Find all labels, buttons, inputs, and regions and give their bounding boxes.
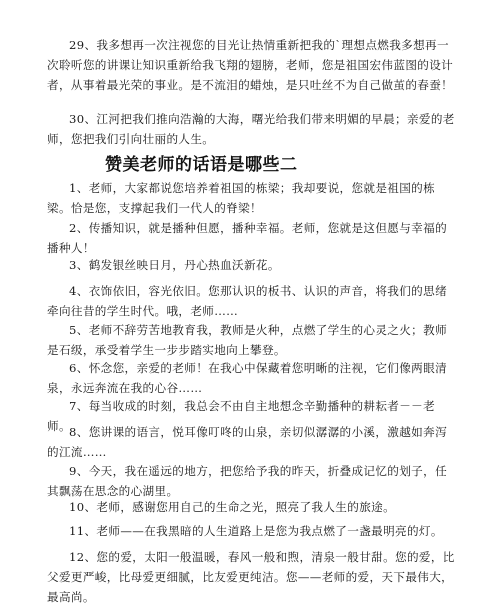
paragraph-1: 1、老师，大家都说您培养着祖国的栋梁；我却要说，您就是祖国的栋梁。恰是您，支撑起我们一代人的脊梁！ bbox=[47, 181, 436, 215]
paragraph-3: 3、鹤发银丝映日月，丹心热血沃新花。 bbox=[69, 258, 280, 272]
paragraph-6: 6、怀念您，亲爱的老师！在我心中保藏着您明晰的注视，它们像两眼清泉，永远奔流在我的心谷…… bbox=[47, 361, 448, 395]
paragraph-4: 4、衣饰依旧，容光依旧。您那认识的板书、认识的声音，将我们的思绪牵向往昔的学生时代。哦，老师…… bbox=[47, 284, 448, 318]
paragraph-11: 11、老师——在我黑暗的人生道路上是您为我点燃了一盏最明亮的灯。 bbox=[69, 524, 443, 538]
section-heading: 赞美老师的话语是哪些二 bbox=[105, 155, 298, 175]
paragraph-9: 9、今天，我在遥远的地方，把您给予我的昨天，折叠成记忆的划子，任其飘荡在思念的心湖里。 bbox=[47, 464, 448, 498]
paragraph-29: 29、我多想再一次注视您的目光让热情重新把我的`理想点燃我多想再一次聆听您的讲课让知识重新给我飞翔的翅膀，老师，您是祖国宏伟蓝图的设计者，从事着最光荣的事业。是不流泪的蜡烛，是只吐丝不为自己做茧的春蚕！ bbox=[47, 38, 454, 92]
paragraph-7: 7、每当收成的时刻，我总会不由自主地想念辛勤播种的耕耘者－－老师。 bbox=[47, 399, 436, 433]
paragraph-12: 12、您的爱，太阳一般温暖，春风一般和煦，清泉一般甘甜。您的爱，比父爱更严峻，比母爱更细腻，比友爱更纯洁。您——老师的爱，天下最伟大，最高尚。 bbox=[47, 550, 455, 604]
paragraph-10: 10、老师，感谢您用自己的生命之光，照亮了我人生的旅途。 bbox=[69, 500, 396, 514]
paragraph-2: 2、传播知识，就是播种但愿，播种幸福。老师，您就是这但愿与幸福的播种人！ bbox=[47, 221, 448, 255]
paragraph-30: 30、江河把我们推向浩瀚的大海，曙光给我们带来明媚的早晨；亲爱的老师，您把我们引向壮丽的人生。 bbox=[47, 112, 455, 146]
paragraph-8: 8、您讲课的语言，悦耳像叮咚的山泉，亲切似潺潺的小溪，激越如奔泻的江流…… bbox=[47, 425, 448, 459]
paragraph-5: 5、老师不辞劳苦地教育我，教师是火种，点燃了学生的心灵之火；教师是石级，承受着学生一步步踏实地向上攀登。 bbox=[47, 323, 448, 357]
